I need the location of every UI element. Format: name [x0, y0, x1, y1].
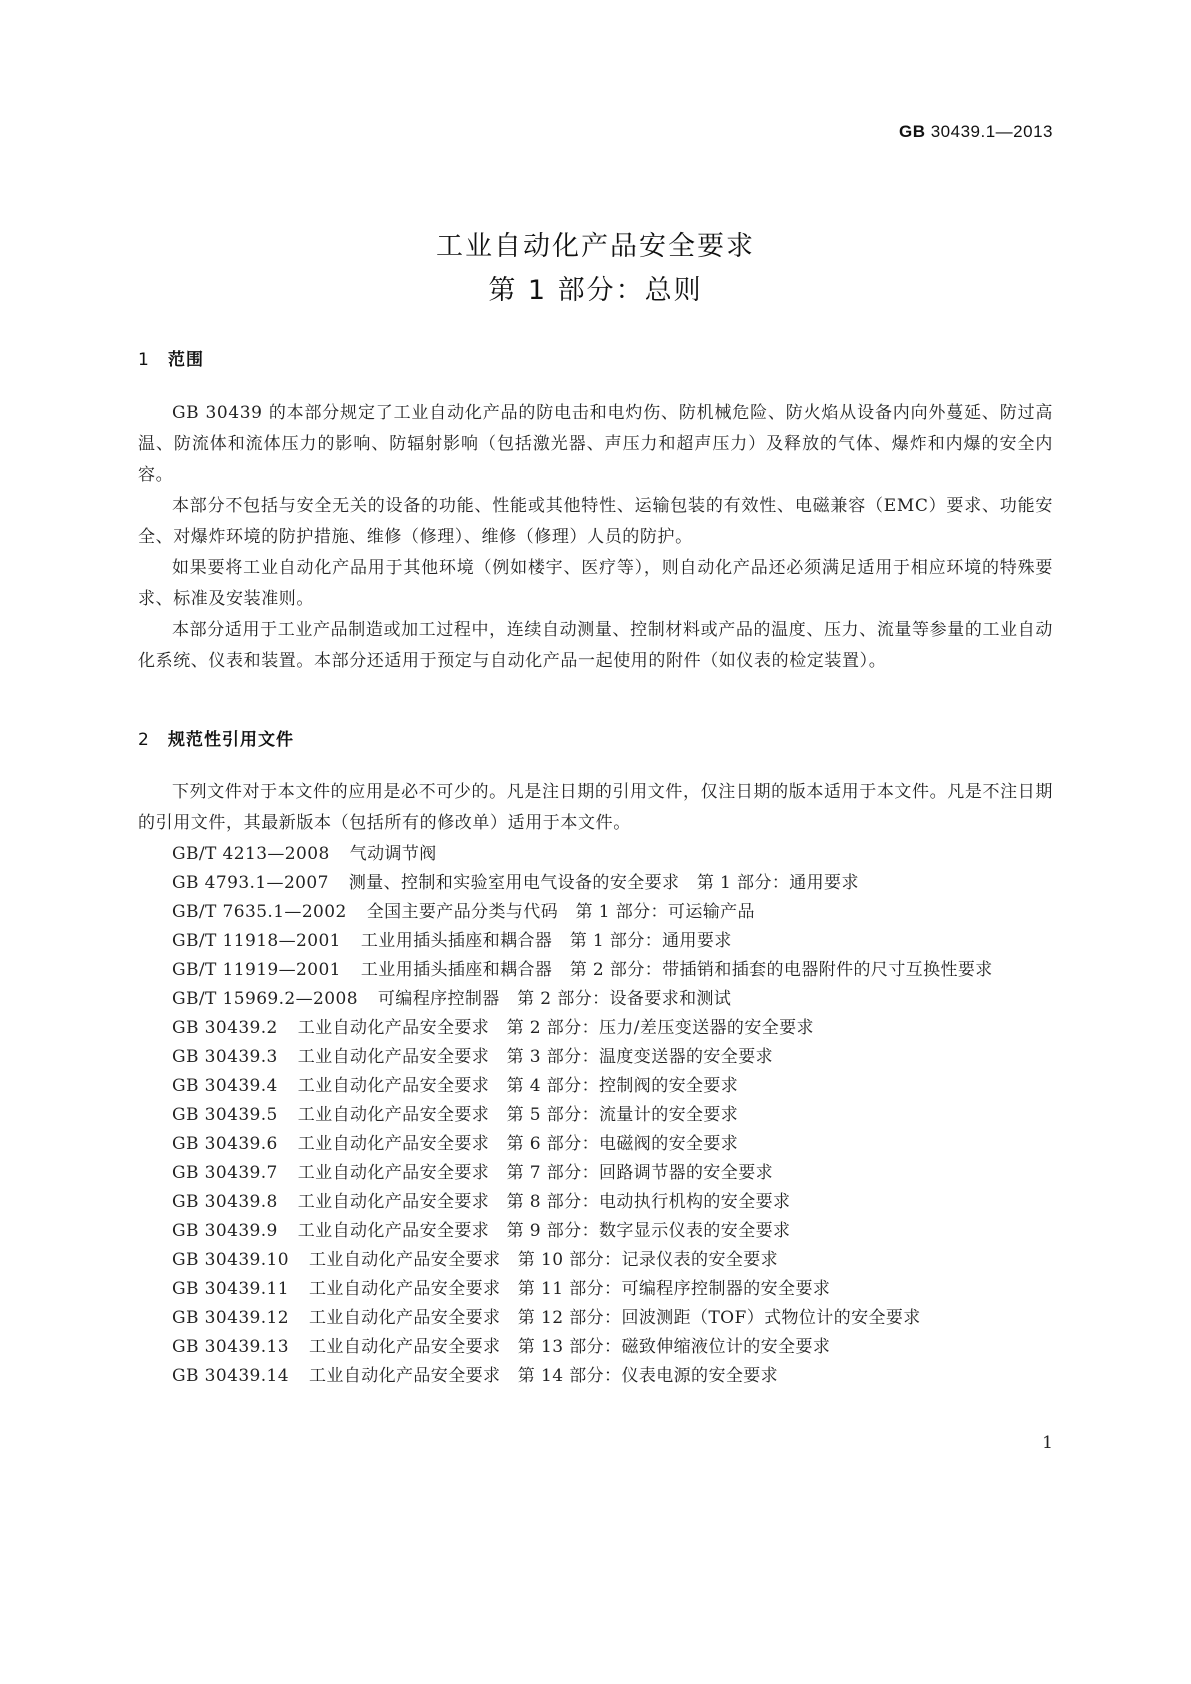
standard-prefix: GB: [898, 122, 926, 141]
reference-item: [138, 840, 1053, 869]
reference-title: 工业自动化产品安全要求 第 11 部分：可编程序控制器的安全要求: [309, 1279, 831, 1299]
reference-code: GB 4793.1—2007: [172, 873, 329, 893]
standard-number: [899, 122, 1053, 142]
reference-code: GB 30439.2: [172, 1018, 278, 1038]
section-2-title: 规范性引用文件: [168, 730, 294, 750]
reference-code: GB 30439.10: [172, 1250, 289, 1270]
reference-item: [138, 1217, 1053, 1246]
reference-title: 可编程序控制器 第 2 部分：设备要求和测试: [377, 989, 732, 1009]
paragraph: 本部分适用于工业产品制造或加工过程中，连续自动测量、控制材料或产品的温度、压力、流量等参量的工业自动化系统、仪表和装置。本部分还适用于预定与自动化产品一起使用的附件（如仪表的检定装置）。: [138, 620, 1053, 671]
reference-title: 工业自动化产品安全要求 第 6 部分：电磁阀的安全要求: [297, 1134, 739, 1154]
reference-item: [138, 1130, 1053, 1159]
paragraph: 如果要将工业自动化产品用于其他环境（例如楼宇、医疗等），则自动化产品还必须满足适用于相应环境的特殊要求、标准及安装准则。: [138, 558, 1053, 609]
reference-title: 工业用插头插座和耦合器 第 1 部分：通用要求: [360, 931, 732, 951]
standard-code: 30439.1—2013: [930, 122, 1053, 141]
reference-code: GB/T 7635.1—2002: [172, 902, 347, 922]
reference-item: [138, 1101, 1053, 1130]
reference-item: [138, 1362, 1053, 1391]
title-line-1: 工业自动化产品安全要求: [436, 231, 755, 262]
reference-code: GB/T 11919—2001: [172, 960, 341, 980]
reference-item: [138, 1072, 1053, 1101]
reference-title: 工业自动化产品安全要求 第 5 部分：流量计的安全要求: [297, 1105, 739, 1125]
reference-item: [138, 1333, 1053, 1362]
reference-title: 工业自动化产品安全要求 第 3 部分：温度变送器的安全要求: [297, 1047, 774, 1067]
reference-item: [138, 1246, 1053, 1275]
reference-code: GB 30439.4: [172, 1076, 278, 1096]
reference-title: 工业自动化产品安全要求 第 10 部分：记录仪表的安全要求: [309, 1250, 779, 1270]
reference-title: 工业自动化产品安全要求 第 2 部分：压力/差压变送器的安全要求: [297, 1018, 814, 1038]
reference-item: [138, 1304, 1053, 1333]
reference-item: [138, 1043, 1053, 1072]
document-title: [0, 225, 1191, 313]
reference-title: 工业自动化产品安全要求 第 13 部分：磁致伸缩液位计的安全要求: [309, 1337, 831, 1357]
reference-code: GB 30439.6: [172, 1134, 278, 1154]
section-1-number: 1: [138, 350, 150, 370]
reference-item: [138, 985, 1053, 1014]
reference-item: [138, 1275, 1053, 1304]
paragraph: GB 30439 的本部分规定了工业自动化产品的防电击和电灼伤、防机械危险、防火焰从设备内向外蔓延、防过高温、防流体和流体压力的影响、防辐射影响（包括激光器、声压力和超声压力）及释放的气体、爆炸和内爆的安全内容。: [138, 403, 1053, 485]
reference-code: GB 30439.5: [172, 1105, 278, 1125]
reference-item: [138, 1014, 1053, 1043]
section-2-intro: [138, 777, 1053, 839]
paragraph: 本部分不包括与安全无关的设备的功能、性能或其他特性、运输包装的有效性、电磁兼容（EMC）要求、功能安全、对爆炸环境的防护措施、维修（修理）、维修（修理）人员的防护。: [138, 496, 1053, 547]
reference-code: GB/T 4213—2008: [172, 844, 330, 864]
section-2-heading: [138, 725, 294, 750]
title-line-2: 第 1 部分：总则: [488, 275, 703, 306]
reference-title: 工业自动化产品安全要求 第 14 部分：仪表电源的安全要求: [309, 1366, 779, 1386]
reference-item: [138, 1188, 1053, 1217]
reference-item: [138, 927, 1053, 956]
reference-item: [138, 1159, 1053, 1188]
reference-code: GB/T 15969.2—2008: [172, 989, 358, 1009]
reference-item: [138, 869, 1053, 898]
reference-title: 气动调节阀: [349, 844, 437, 864]
section-2-number: 2: [138, 730, 150, 750]
section-1-body: [138, 398, 1053, 677]
reference-title: 工业自动化产品安全要求 第 9 部分：数字显示仪表的安全要求: [297, 1221, 791, 1241]
section-1-title: 范围: [168, 350, 204, 370]
reference-code: GB 30439.14: [172, 1366, 289, 1386]
reference-title: 测量、控制和实验室用电气设备的安全要求 第 1 部分：通用要求: [348, 873, 859, 893]
page-number: 1: [1042, 1433, 1053, 1453]
reference-title: 工业自动化产品安全要求 第 8 部分：电动执行机构的安全要求: [297, 1192, 791, 1212]
reference-code: GB 30439.9: [172, 1221, 278, 1241]
reference-code: GB 30439.11: [172, 1279, 289, 1299]
reference-title: 工业自动化产品安全要求 第 12 部分：回波测距（TOF）式物位计的安全要求: [309, 1308, 921, 1328]
reference-code: GB 30439.13: [172, 1337, 289, 1357]
reference-title: 工业自动化产品安全要求 第 7 部分：回路调节器的安全要求: [297, 1163, 774, 1183]
reference-code: GB 30439.12: [172, 1308, 289, 1328]
reference-title: 工业用插头插座和耦合器 第 2 部分：带插销和插套的电器附件的尺寸互换性要求: [360, 960, 993, 980]
section-1-heading: [138, 345, 204, 370]
reference-code: GB 30439.8: [172, 1192, 278, 1212]
reference-code: GB 30439.3: [172, 1047, 278, 1067]
reference-code: GB 30439.7: [172, 1163, 278, 1183]
reference-item: [138, 956, 1053, 985]
reference-title: 全国主要产品分类与代码 第 1 部分：可运输产品: [366, 902, 755, 922]
reference-code: GB/T 11918—2001: [172, 931, 341, 951]
paragraph: 下列文件对于本文件的应用是必不可少的。凡是注日期的引用文件，仅注日期的版本适用于本文件。凡是不注日期的引用文件，其最新版本（包括所有的修改单）适用于本文件。: [138, 782, 1053, 833]
reference-item: [138, 898, 1053, 927]
reference-title: 工业自动化产品安全要求 第 4 部分：控制阀的安全要求: [297, 1076, 739, 1096]
reference-list: [138, 840, 1053, 1391]
